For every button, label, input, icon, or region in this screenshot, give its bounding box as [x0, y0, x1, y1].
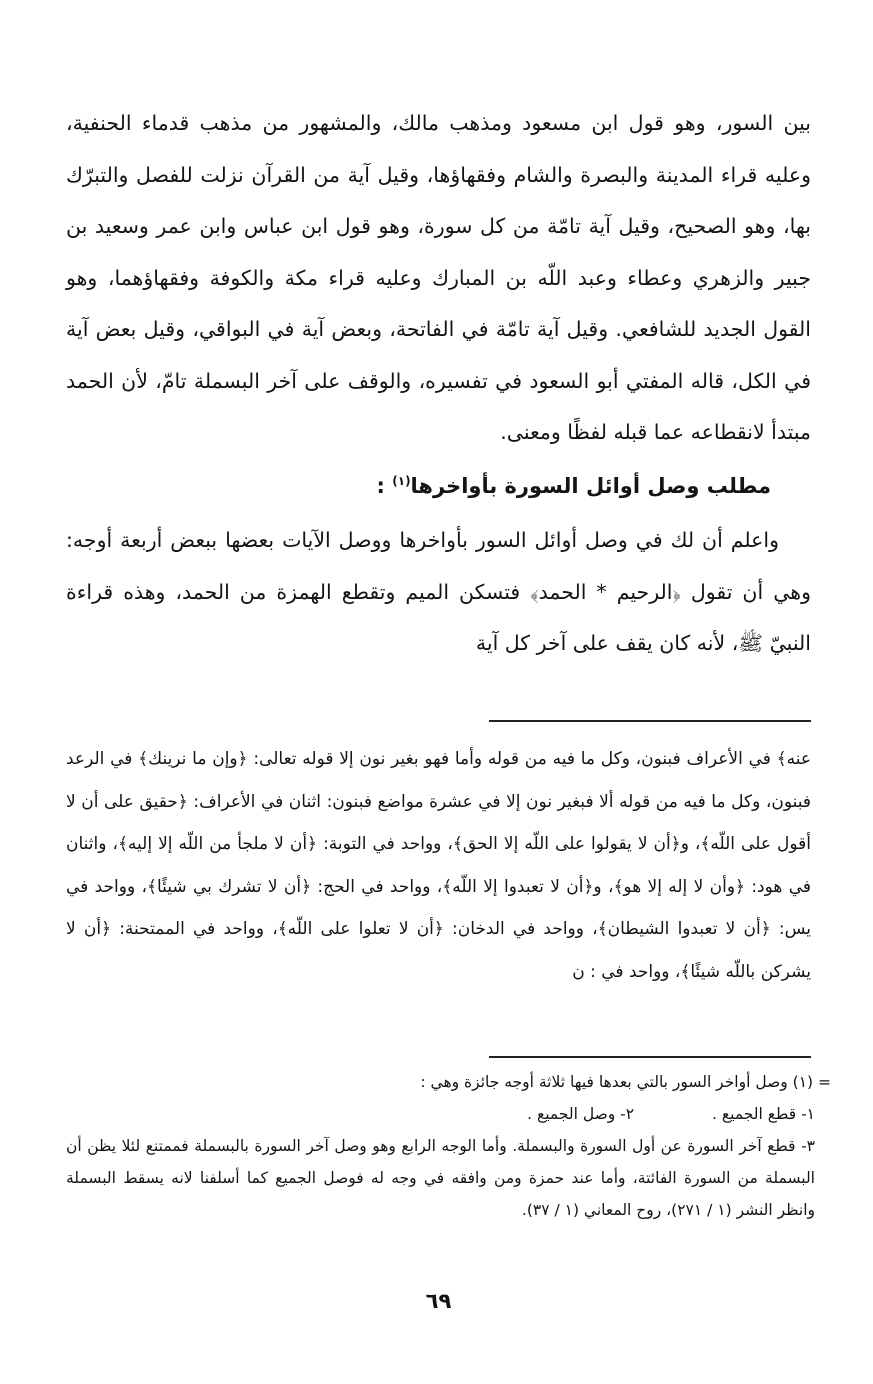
footnote-1-item-1: ١- قطع الجميع . [712, 1105, 815, 1123]
footnote-1-items [66, 1098, 831, 1130]
footnote-reference: (١) [392, 473, 411, 488]
footnote-divider-top [489, 720, 811, 722]
footnote-continued-text: عنه﴾ في الأعراف فبنون، وكل ما فيه من قوله وأما فهو بغير نون إلا قوله تعالى: ﴿وإن ما نرينك﴾ في الرعد فبنون، وكل ما فيه من قوله ألا فبغير نون إلا في عشرة مواضع فبنون: اثنان في الأعراف: ﴿حقيق على أن لا أقول على اللّه﴾، و﴿أن لا يقولوا على اللّه إلا الحق﴾، وواحد في التوبة: ﴿أن لا ملجأ من اللّه إلا إليه﴾، واثنان في هود: ﴿وأن لا إله إلا هو﴾، و﴿أن لا تعبدوا إلا اللّه﴾، وواحد في الحج: ﴿أن لا تشرك بي شيئًا﴾، وواحد في يس: ﴿أن لا تعبدوا الشيطان﴾، وواحد في الدخان: ﴿أن لا تعلوا على اللّه﴾، وواحد في الممتحنة: ﴿أن لا يشركن باللّه شيئًا﴾، وواحد في : ن [66, 749, 811, 982]
paragraph-basmala-opinions: بين السور، وهو قول ابن مسعود ومذهب مالك، والمشهور من مذهب قدماء الحنفية، وعليه قراء المدينة والبصرة والشام وفقهاؤها، وقيل آية من القرآن نزلت للفصل والتبرّك بها، وهو الصحيح، وقيل آية تامّة من كل سورة، وهو قول ابن عباس وابن عمر وسعيد بن جبير والزهري وعطاء وعبد اللّه بن المبارك وعليه قراء مكة والكوفة وفقهاؤهما، وهو القول الجديد للشافعي. وقيل آية تامّة في الفاتحة، وبعض آية في البواقي، وقيل بعض آية في الكل، قاله المفتي أبو السعود في تفسيره، والوقف على آخر البسملة تامّ، لأن الحمد مبتدأ لانقطاعه عما قبله لفظًا ومعنى. [66, 111, 811, 444]
page-number: ٦٩ [425, 1289, 452, 1313]
footnote-1-item-3: ٣- قطع آخر السورة عن أول السورة والبسملة. وأما الوجه الرابع وهو وصل آخر السورة بالبسملة فممتنع لئلا يظن أن البسملة من السورة الفائتة، وأما عند حمزة ومن وافقه في وجه له فوصل الجميع كما أسلفنا لانه يسقط البسملة وانظر النشر (١ / ٢٧١)، روح المعاني (١ / ٣٧). [66, 1137, 815, 1219]
section-heading [66, 461, 811, 513]
footnote-1 [66, 1066, 831, 1226]
footnote-1-item-2: ٢- وصل الجميع . [527, 1105, 635, 1123]
footnote-divider-bottom [489, 1056, 811, 1058]
section-heading-suffix: : [376, 473, 393, 498]
book-page [66, 0, 831, 1384]
footnote-continued [66, 738, 811, 994]
main-text [66, 98, 811, 670]
section-heading-text: مطلب وصل أوائل السورة بأواخرها [410, 473, 771, 498]
footnote-1-intro: = (١) وصل أواخر السور بالتي بعدها فيها ثلاثة أوجه جائزة وهي : [420, 1073, 831, 1091]
paragraph-joining-verses: واعلم أن لك في وصل أوائل السور بأواخرها ووصل الآيات بعضها ببعض أربعة أوجه: وهي أن تقول ﴿الرحيم * الحمد﴾ فتسكن الميم وتقطع الهمزة من الحمد، وهذه قراءة النبيّ ﷺ، لأنه كان يقف على آخر كل آية [66, 528, 811, 655]
